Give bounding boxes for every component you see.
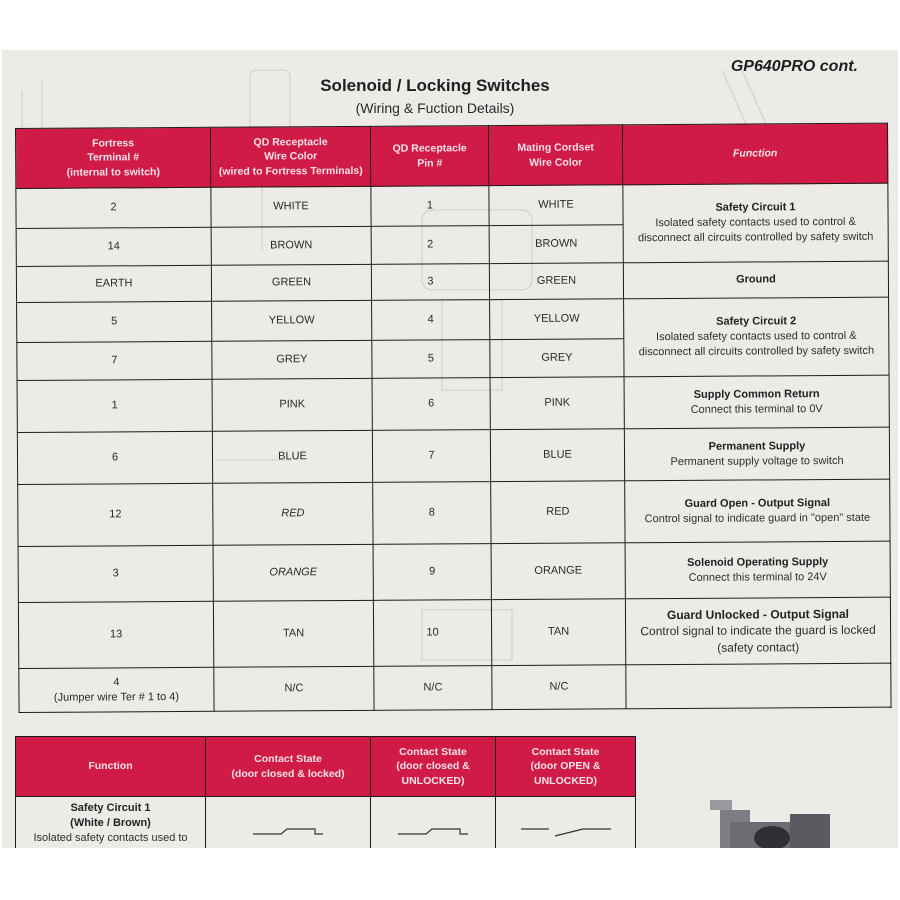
- header-line: (door OPEN & UNLOCKED): [530, 760, 601, 787]
- function-title: Ground: [736, 273, 776, 286]
- contact-state-open-unlocked: [496, 797, 636, 849]
- header-cordset-line: Wire Color: [529, 156, 583, 169]
- qd-color-cell: RED: [213, 482, 373, 545]
- qd-pin-cell: 7: [372, 430, 490, 483]
- function-title: Supply Common Return: [693, 387, 820, 401]
- cordset-color-cell: N/C: [492, 665, 626, 710]
- header-terminal-line: Terminal #: [87, 151, 140, 164]
- function-title: Guard Open - Output Signal: [684, 496, 831, 510]
- table-row: [18, 479, 890, 546]
- table-row: [18, 541, 890, 602]
- qd-pin-cell: 6: [372, 378, 490, 431]
- qd-pin-cell: 8: [373, 482, 491, 545]
- terminal-note: (Jumper wire Ter # 1 to 4): [53, 690, 180, 704]
- function-cell: [623, 183, 888, 263]
- cordset-color-cell: PINK: [490, 377, 624, 430]
- qd-pin-cell: 1: [371, 186, 489, 227]
- terminal-cell: 12: [18, 483, 213, 546]
- terminal-cell: 6: [17, 431, 212, 484]
- terminal-cell: 13: [18, 601, 213, 668]
- table-row: [18, 597, 890, 668]
- terminal-cell: EARTH: [16, 265, 211, 302]
- document-sheet: [2, 50, 898, 848]
- function-cell: [625, 479, 890, 543]
- qd-color-cell: BROWN: [211, 226, 371, 265]
- function-cell: [625, 597, 890, 665]
- header-row: [16, 737, 636, 797]
- cordset-color-cell: GREY: [490, 339, 624, 378]
- function-desc: Connect this terminal to 24V: [688, 570, 827, 584]
- function-desc: Isolated safety contacts used to control & disconnect all circuits controlled by safety switch: [637, 215, 874, 245]
- header-line: UNLOCKED): [401, 774, 465, 787]
- function-title: Guard Unlocked - Output Signal: [666, 607, 850, 623]
- cordset-color-cell: GREEN: [489, 263, 623, 300]
- function-desc: Control signal to indicate guard in "open" state: [644, 511, 871, 525]
- qd-pin-cell: 4: [372, 300, 490, 341]
- header-cordset-line: Mating Cordset: [517, 141, 594, 155]
- cordset-color-cell: ORANGE: [491, 543, 625, 600]
- table-row: [16, 183, 888, 228]
- qd-color-cell: GREY: [212, 340, 372, 379]
- terminal-cell: 5: [17, 301, 212, 342]
- table-row: [16, 261, 888, 302]
- function-desc: Isolated safety contacts used to control & disconnect all circuits controlled by safety switch: [638, 329, 875, 359]
- header-qd-color: [210, 126, 370, 187]
- contact-state-closed-unlocked: [371, 797, 496, 849]
- table-row: [17, 427, 889, 484]
- state-function-title: Safety Circuit 1: [70, 802, 151, 814]
- header-function: Function: [622, 123, 887, 185]
- header-cordset: [488, 125, 622, 186]
- table-row: [17, 297, 889, 342]
- state-function-wires: (White / Brown): [70, 816, 151, 829]
- qd-color-cell: TAN: [213, 600, 373, 667]
- header-qd-color-line: (wired to Fortress Terminals): [218, 164, 363, 178]
- header-function: Function: [16, 737, 206, 797]
- function-title: Safety Circuit 1: [715, 201, 796, 214]
- terminal-cell: 1: [17, 379, 212, 432]
- header-line: (door closed & locked): [231, 767, 345, 780]
- function-title: Safety Circuit 2: [716, 315, 797, 328]
- header-qd-color-line: Wire Color: [264, 150, 318, 163]
- qd-color-cell: YELLOW: [212, 300, 372, 341]
- function-cell: [624, 375, 889, 429]
- function-title: Solenoid Operating Supply: [687, 555, 829, 569]
- terminal-cell: [19, 667, 214, 712]
- terminal-number: 4: [113, 676, 120, 689]
- terminal-cell: 2: [16, 187, 211, 228]
- qd-color-cell: ORANGE: [213, 544, 373, 601]
- header-line: Contact State: [399, 746, 467, 759]
- qd-color-cell: WHITE: [211, 186, 371, 227]
- cordset-color-cell: BROWN: [489, 225, 623, 264]
- qd-pin-cell: 3: [371, 264, 489, 301]
- header-terminal-line: Fortress: [92, 137, 135, 150]
- header-terminal: [16, 127, 211, 188]
- state-function-cell: [16, 797, 206, 849]
- contact-closed-symbol: [253, 825, 323, 837]
- cordset-color-cell: TAN: [491, 599, 625, 666]
- qd-color-cell: BLUE: [212, 430, 372, 483]
- page-subtitle: (Wiring & Fuction Details): [355, 100, 515, 116]
- header-qd-pin: [370, 126, 488, 187]
- header-qd-color-line: QD Receptacle: [253, 136, 328, 149]
- terminal-cell: 7: [17, 341, 212, 380]
- header-qd-pin-line: Pin #: [417, 156, 443, 170]
- function-desc: Permanent supply voltage to switch: [670, 454, 844, 468]
- table-row: [19, 663, 891, 712]
- qd-color-cell: N/C: [214, 666, 374, 711]
- header-closed-locked: [206, 737, 371, 797]
- function-desc: Connect this terminal to 0V: [690, 402, 823, 416]
- header-open-unlocked: [496, 737, 636, 797]
- qd-color-cell: GREEN: [211, 264, 371, 301]
- contact-state-table: [15, 736, 636, 848]
- cordset-color-cell: YELLOW: [490, 299, 624, 340]
- function-title: Permanent Supply: [708, 439, 806, 453]
- header-terminal-line: (internal to switch): [66, 165, 160, 179]
- table-row: [16, 797, 636, 849]
- table-row: [17, 375, 889, 432]
- wiring-table: [15, 123, 892, 713]
- header-line: Contact State: [531, 746, 600, 759]
- header-line: Contact State: [254, 753, 322, 766]
- header-closed-unlocked: [371, 737, 496, 797]
- cordset-color-cell: BLUE: [490, 429, 624, 482]
- contact-open-symbol: [521, 825, 611, 839]
- function-cell: [625, 541, 890, 599]
- header-qd-pin-line: QD Receptacle: [392, 142, 467, 156]
- contact-closed-symbol: [398, 825, 468, 837]
- cordset-color-cell: WHITE: [489, 185, 623, 226]
- switch-device-image: [710, 792, 830, 848]
- terminal-cell: 14: [16, 227, 211, 266]
- qd-pin-cell: 2: [371, 226, 489, 265]
- model-code: GP640PRO cont.: [730, 58, 858, 75]
- qd-pin-cell: 5: [372, 340, 490, 379]
- header-line: (door closed &: [396, 760, 470, 773]
- terminal-cell: 3: [18, 545, 213, 602]
- contact-state-closed-locked: [206, 797, 371, 849]
- function-cell: [623, 261, 888, 299]
- function-desc: Control signal to indicate the guard is locked (safety contact): [640, 623, 876, 655]
- page-title: Solenoid / Locking Switches: [320, 76, 550, 95]
- state-function-desc: Isolated safety contacts used to: [33, 831, 188, 844]
- function-cell: [624, 427, 889, 481]
- function-cell: [624, 297, 889, 377]
- header-row: [16, 123, 888, 188]
- qd-pin-cell: 9: [373, 544, 491, 601]
- function-cell-empty: [626, 663, 891, 709]
- qd-pin-cell: 10: [373, 600, 491, 667]
- qd-pin-cell: N/C: [374, 666, 492, 711]
- cordset-color-cell: RED: [491, 481, 625, 544]
- qd-color-cell: PINK: [212, 378, 372, 431]
